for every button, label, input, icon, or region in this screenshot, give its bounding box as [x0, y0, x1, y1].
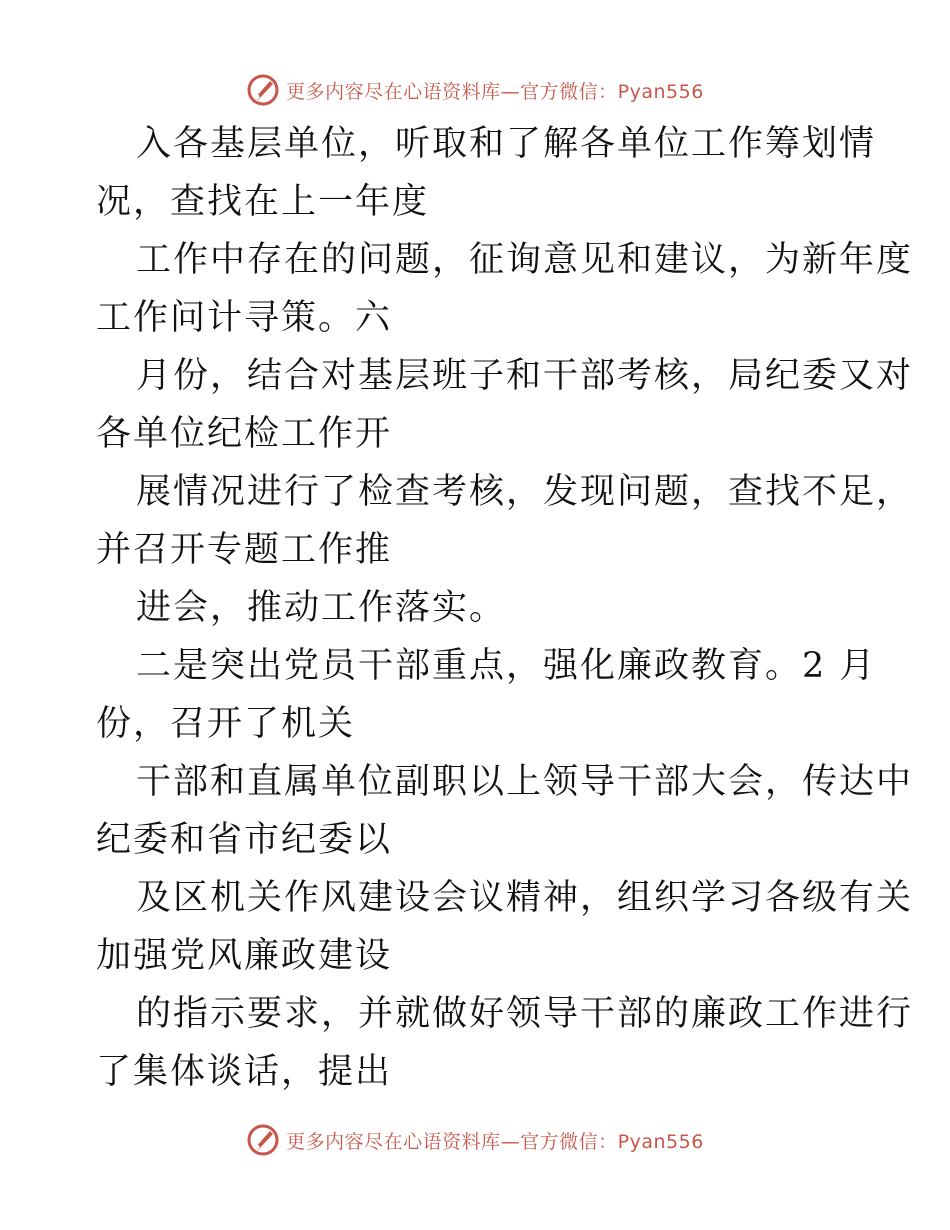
text-line: 工作中存在的问题，征询意见和建议，为新年度: [136, 240, 914, 280]
text-line: 入各基层单位，听取和了解各单位工作筹划情: [136, 124, 877, 164]
text-line: 纪委和省市纪委以: [96, 820, 393, 860]
quill-pen-logo-icon: [246, 73, 280, 107]
header-watermark: [0, 70, 950, 110]
watermark-text: 更多内容尽在心语资料库—官方微信：Pyan556: [286, 80, 704, 103]
text-line: 份，召开了机关: [96, 704, 356, 744]
text-line: 工作问计寻策。六: [96, 298, 393, 338]
text-line: 月份，结合对基层班子和干部考核，局纪委又对: [136, 356, 914, 396]
text-line: 况，查找在上一年度: [96, 182, 430, 222]
text-line: 进会，推动工作落实。: [136, 588, 507, 628]
text-line: 干部和直属单位副职以上领导干部大会，传达中: [136, 762, 914, 802]
text-line: 各单位纪检工作开: [96, 414, 393, 454]
document-body: [96, 115, 914, 1101]
footer-watermark: [0, 1120, 950, 1160]
quill-pen-logo-icon: [246, 1123, 280, 1157]
text-line: 了集体谈话，提出: [96, 1052, 393, 1092]
text-line: 及区机关作风建设会议精神，组织学习各级有关: [136, 878, 914, 918]
text-line: 展情况进行了检查考核，发现问题，查找不足，: [136, 472, 914, 512]
text-line: 加强党风廉政建设: [96, 936, 393, 976]
text-line: 并召开专题工作推: [96, 530, 393, 570]
watermark-text: 更多内容尽在心语资料库—官方微信：Pyan556: [286, 1130, 704, 1153]
text-line: 二是突出党员干部重点，强化廉政教育。2 月: [136, 646, 877, 686]
text-line: 的指示要求，并就做好领导干部的廉政工作进行: [136, 994, 914, 1034]
